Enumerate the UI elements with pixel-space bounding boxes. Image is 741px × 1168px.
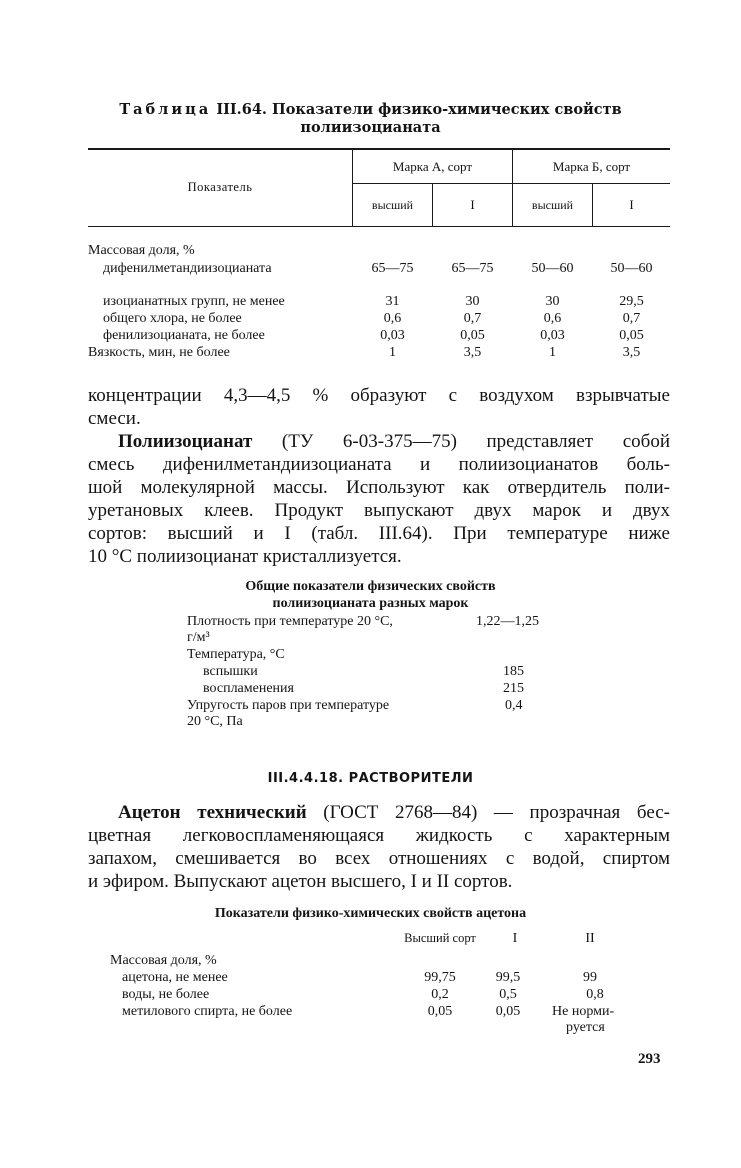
- row-5-val-3: 3,5: [622, 345, 641, 360]
- page-number: 293: [638, 1051, 661, 1067]
- row-label-5: Вязкость, мин, не более: [88, 345, 230, 360]
- row-label-0: Массовая доля, %: [88, 243, 195, 258]
- row-4-val-3: 0,05: [619, 328, 644, 343]
- acetone-row-1-val-2: 0,8: [586, 987, 604, 1002]
- table-header-bottom-rule: [88, 226, 670, 227]
- row-2-val-1: 30: [465, 294, 480, 309]
- general-title-1: Общие показатели физических свойств: [245, 579, 496, 594]
- header-grade-a: Марка А, сорт: [392, 159, 473, 174]
- header-grade-b: Марка Б, сорт: [552, 159, 631, 174]
- row-label-4: фенилизоцианата, не более: [103, 328, 265, 343]
- table-caption: [0, 101, 741, 118]
- paragraph-2-line: шой молекулярной массы. Используют как отвердитель поли-: [88, 477, 670, 498]
- row-label-3: общего хлора, не более: [103, 311, 242, 326]
- acetone-col-top: Высший сорт: [404, 931, 476, 945]
- flash-value: 185: [503, 664, 524, 679]
- acetone-row-label: ацетона, не менее: [122, 970, 228, 985]
- acetone-table-title: Показатели физико-химических свойств ацетона: [214, 906, 527, 921]
- paragraph-2: [88, 430, 670, 568]
- row-4-val-2: 0,03: [540, 328, 565, 343]
- vapor-label: Упругость паров при температуре: [187, 698, 390, 713]
- flash-label: вспышки: [203, 664, 258, 679]
- row-3-val-1: 0,7: [463, 311, 482, 326]
- row-3-val-2: 0,6: [543, 311, 562, 326]
- paragraph-3: [88, 801, 670, 893]
- row-5-val-0: 1: [389, 345, 396, 360]
- header-a-top: высший: [371, 198, 414, 212]
- section-heading: III.4.4.18. РАСТВОРИТЕЛИ: [267, 771, 474, 786]
- acetone-col-two: II: [585, 931, 595, 946]
- acetone-row-2-val-2: Не норми-: [552, 1004, 615, 1019]
- row-4-val-0: 0,03: [380, 328, 405, 343]
- density-label: Плотность при температуре 20 °С,: [187, 614, 393, 629]
- row-label-2: изоцианатных групп, не менее: [103, 294, 285, 309]
- density-value: 1,22—1,25: [476, 614, 539, 629]
- caption-prefix: Таблица: [119, 101, 212, 118]
- row-4-val-1: 0,05: [460, 328, 485, 343]
- paragraph-1-line: смеси.: [88, 408, 141, 429]
- density-unit: г/м³: [187, 630, 210, 645]
- header-a-one: I: [470, 197, 475, 212]
- paragraph-3-line: Ацетон технический (ГОСТ 2768—84) — прозрачная бес-: [118, 802, 670, 823]
- vapor-value: 0,4: [505, 698, 523, 713]
- paragraph-3-line: запахом, смешивается во всех отношениях с водой, спиртом: [88, 848, 670, 869]
- acetone-row-label: метилового спирта, не более: [122, 1004, 293, 1019]
- ignition-value: 215: [503, 681, 524, 696]
- paragraph-2-line: уретановых клеев. Продукт выпускают двух марок и двух: [88, 500, 670, 521]
- row-2-val-2: 30: [545, 294, 560, 309]
- header-indicator: Показатель: [187, 180, 253, 194]
- header-b-one: I: [629, 197, 634, 212]
- ignition-label: воспламенения: [203, 681, 294, 696]
- row-1-val-0: 65—75: [371, 261, 414, 276]
- row-3-val-3: 0,7: [622, 311, 641, 326]
- paragraph-2-line: сортов: высший и I (табл. III.64). При температуре ниже: [88, 523, 670, 544]
- acetone-col-one: I: [512, 931, 518, 946]
- row-2-val-3: 29,5: [619, 294, 644, 309]
- paragraph-2-line: смесь дифенилметандиизоцианата и полиизоцианатов боль-: [88, 454, 670, 475]
- paragraph-1: [88, 384, 670, 430]
- paragraph-2-line: Полиизоцианат (ТУ 6-03-375—75) представляет собой: [118, 431, 670, 452]
- acetone-row-0-val-0: 99,75: [424, 970, 456, 985]
- header-b-top: высший: [531, 198, 574, 212]
- acetone-row-0-val-2: 99: [583, 970, 597, 985]
- paragraph-3-lead: Ацетон технический: [118, 802, 307, 823]
- table-top-rule: [88, 148, 670, 150]
- row-1-val-1: 65—75: [451, 261, 494, 276]
- general-title-2: полиизоцианата разных марок: [272, 596, 469, 611]
- acetone-row-1-val-0: 0,2: [431, 987, 449, 1002]
- paragraph-1-line: концентрации 4,3—4,5 % образуют с воздухом взрывчатые: [88, 385, 670, 406]
- paragraph-2-line: 10 °С полиизоцианат кристаллизуется.: [88, 546, 402, 567]
- acetone-row-2-cont: руется: [566, 1020, 605, 1035]
- acetone-row-0-val-1: 99,5: [495, 970, 521, 985]
- row-1-val-3: 50—60: [610, 261, 653, 276]
- row-5-val-1: 3,5: [463, 345, 482, 360]
- row-3-val-0: 0,6: [383, 311, 402, 326]
- acetone-row-2-val-1: 0,05: [495, 1004, 521, 1019]
- paragraph-3-line: и эфиром. Выпускают ацетон высшего, I и II сортов.: [88, 871, 513, 892]
- acetone-row-1-val-1: 0,5: [499, 987, 517, 1002]
- row-1-val-2: 50—60: [531, 261, 574, 276]
- row-label-1: дифенилметандиизоцианата: [103, 261, 272, 276]
- acetone-row-2-val-0: 0,05: [427, 1004, 453, 1019]
- caption-title-line2: полиизоцианата: [300, 119, 441, 136]
- acetone-group-label: Массовая доля, %: [110, 953, 217, 968]
- caption-number: III.64.: [216, 101, 267, 118]
- row-5-val-2: 1: [549, 345, 556, 360]
- vapor-label-2: 20 °С, Па: [187, 714, 243, 729]
- caption-title: Показатели физико-химических свойств: [272, 101, 622, 118]
- row-2-val-0: 31: [385, 294, 400, 309]
- paragraph-3-line: цветная легковоспламеняющаяся жидкость с характерным: [88, 825, 670, 846]
- temperature-label: Температура, °С: [187, 647, 285, 662]
- acetone-row-label: воды, не более: [122, 987, 210, 1002]
- paragraph-2-lead: Полиизоцианат: [118, 431, 253, 452]
